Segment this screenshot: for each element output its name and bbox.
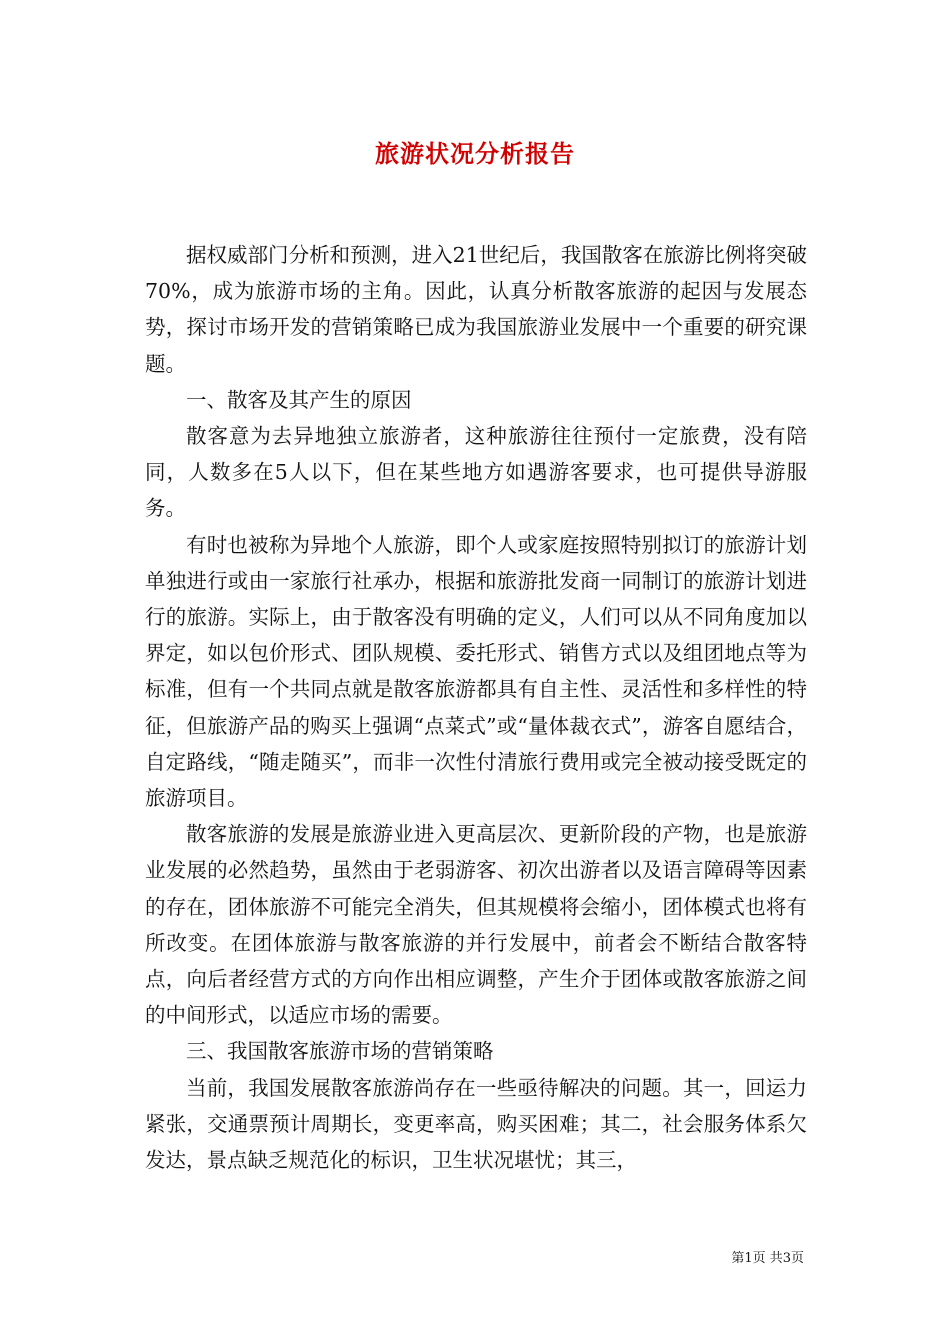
paragraph-intro: 据权威部门分析和预测，进入21世纪后，我国散客在旅游比例将突破70%，成为旅游市场的主角。因此，认真分析散客旅游的起因与发展态势，探讨市场开发的营销策略已成为我国旅游业发展中一个重要的研究课题。	[145, 243, 807, 376]
paragraph-problems: 当前，我国发展散客旅游尚存在一些亟待解决的问题。其一，回运力紧张，交通票预计周期长，变更率高，购买困难；其二，社会服务体系欠发达，景点缺乏规范化的标识，卫生状况堪忧；其三，	[145, 1075, 807, 1173]
section-heading-1: 一、散客及其产生的原因	[186, 387, 412, 412]
page-number: 第1页 共3页	[731, 1251, 804, 1266]
paragraph-definition: 散客意为去异地独立旅游者，这种旅游往往预付一定旅费，没有陪同，人数多在5人以下，但在某些地方如遇游客要求，也可提供导游服务。	[145, 424, 807, 521]
section-heading-3: 三、我国散客旅游市场的营销策略	[186, 1039, 494, 1064]
document-body	[145, 237, 807, 1178]
paragraph-development: 散客旅游的发展是旅游业进入更高层次、更新阶段的产物，也是旅游业发展的必然趋势，虽然由于老弱游客、初次出游者以及语言障碍等因素的存在，团体旅游不可能完全消失，但其规模将会缩小，团体模式也将有所改变。在团体旅游与散客旅游的并行发展中，前者会不断结合散客特点，向后者经营方式的方向作出相应调整，产生介于团体或散客旅游之间的中间形式，以适应市场的需要。	[145, 822, 807, 1028]
paragraph-characteristics: 有时也被称为异地个人旅游，即个人或家庭按照特别拟订的旅游计划单独进行或由一家旅行社承办，根据和旅游批发商一同制订的旅游计划进行的旅游。实际上，由于散客没有明确的定义，人们可以从不同角度加以界定，如以包价形式、团队规模、委托形式、销售方式以及组团地点等为标准，但有一个共同点就是散客旅游都具有自主性、灵活性和多样性的特征，但旅游产品的购买上强调“点菜式”或“量体裁衣式”，游客自愿结合，自定路线，“随走随买”，而非一次性付清旅行费用或完全被动接受既定的旅游项目。	[145, 532, 807, 811]
document-title: 旅游状况分析报告	[375, 139, 575, 168]
